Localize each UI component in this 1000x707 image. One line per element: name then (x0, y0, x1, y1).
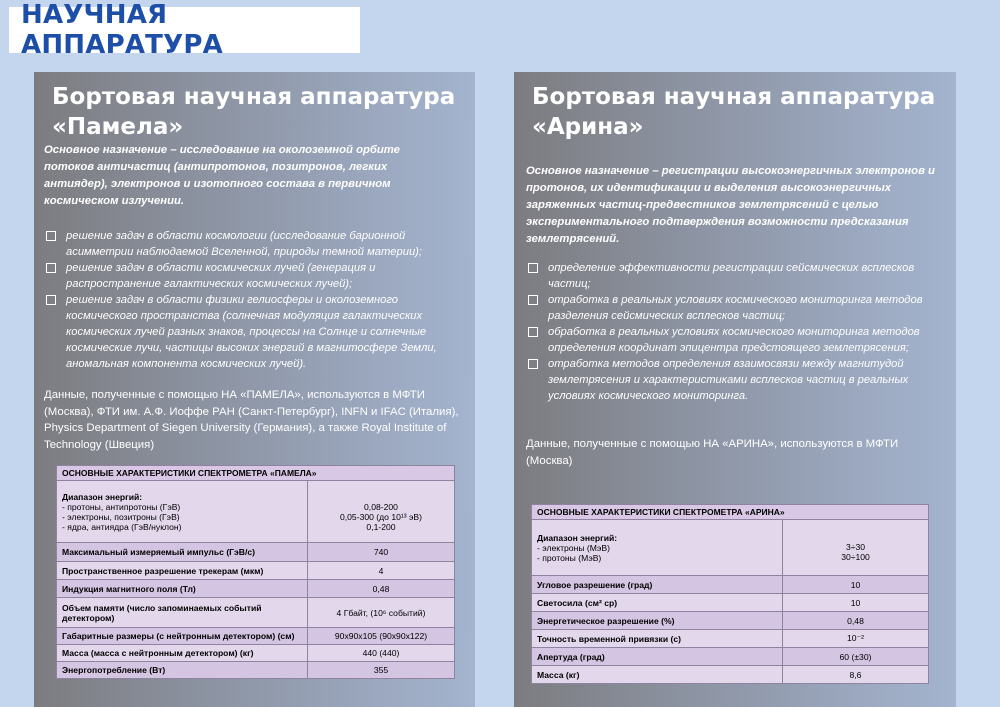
row-label: Точность временной привязки (с) (532, 630, 783, 648)
table-row (532, 612, 929, 630)
table-row (57, 580, 455, 598)
row-value: 355 (308, 662, 455, 679)
row-value: 60 (±30) (783, 648, 929, 666)
pamela-bullet: решение задач в области космических лучей (генерация и распространение галактических космических лучей); (44, 260, 462, 292)
row-label: Габаритные размеры (с нейтронным детектором) (см) (57, 628, 308, 645)
table-row (57, 628, 455, 645)
energy-item: - электроны (МэВ) (537, 542, 610, 553)
energy-item: - протоны, антипротоны (ГэВ) (62, 501, 181, 512)
row-label: Пространственное разрешение трекерам (мкм) (57, 562, 308, 580)
pamela-bullet: решение задач в области космологии (исследование барионной асимметрии наблюдаемой Вселенной, природы темной материи); (44, 228, 462, 260)
arina-title (532, 82, 935, 142)
table-row (57, 543, 455, 562)
energy-label: Диапазон энергий: (62, 491, 143, 502)
pamela-panel (34, 72, 475, 707)
page-title-box (9, 0, 360, 60)
table-row (57, 562, 455, 580)
energy-value: 3÷30 (845, 541, 866, 552)
table-header-row (57, 466, 455, 481)
arina-title-line1: Бортовая научная аппаратура (532, 84, 936, 110)
energy-value: 0,05-300 (до 10¹³ эВ) (339, 511, 422, 522)
row-label: Энергопотребление (Вт) (57, 662, 308, 679)
energy-value: 0,1-200 (366, 521, 396, 532)
row-value: 740 (308, 543, 455, 562)
row-label: Угловое разрешение (град) (532, 576, 783, 594)
table-row (532, 630, 929, 648)
arina-bullet: обработка в реальных условиях космического мониторинга методов определения координат эпицентра предстоящего землетрясения; (526, 324, 949, 356)
energy-label: Диапазон энергий: (537, 532, 618, 543)
arina-table-header: ОСНОВНЫЕ ХАРАКТЕРИСТИКИ СПЕКТРОМЕТРА «АРИНА» (532, 505, 929, 520)
arina-bullet: отработка в реальных условиях космического мониторинга методов разделения сейсмических всплесков частиц; (526, 292, 949, 324)
energy-item: - электроны, позитроны (ГэВ) (62, 511, 180, 522)
row-label: Светосила (см² ср) (532, 594, 783, 612)
table-row (532, 594, 929, 612)
arina-usage: Данные, полученные с помощью НА «АРИНА», используются в МФТИ (Москва) (526, 438, 899, 467)
row-label: Максимальный измеряемый импульс (ГэВ/с) (57, 543, 308, 562)
arina-title-line2: «Арина» (532, 114, 644, 140)
arina-panel (514, 72, 956, 707)
pamela-spec-table (56, 465, 455, 679)
row-label: Масса (масса с нейтронным детектором) (кг) (57, 645, 308, 662)
table-row (57, 598, 455, 628)
row-label: Масса (кг) (532, 666, 783, 684)
row-value: 440 (440) (308, 645, 455, 662)
row-label: Индукция магнитного поля (Тл) (57, 580, 308, 598)
arina-spec-table (531, 504, 929, 684)
arina-bullets (526, 260, 949, 404)
table-row (532, 648, 929, 666)
row-label: Объем памяти (число запоминаемых событий детектором) (57, 598, 308, 628)
energy-value: 30÷100 (841, 551, 870, 562)
row-value: 0,48 (783, 612, 929, 630)
energy-item: - ядра, антиядра (ГэВ/нуклон) (62, 521, 182, 532)
pamela-usage: Данные, полученные с помощью НА «ПАМЕЛА», используются в МФТИ (Москва), ФТИ им. А.Ф. Иоффе РАН (Санкт-Петербург), INFN и IFAC (Италия), Physics Department of Siegen University (Германия), а также Royal Institute of Technology (Швеция) (44, 389, 459, 451)
row-value: 0,48 (308, 580, 455, 598)
energy-item: - протоны (МэВ) (537, 552, 602, 563)
table-row (532, 576, 929, 594)
pamela-bullet: решение задач в области физики гелиосферы и околоземного космического пространства (солнечная модуляция галактических космических лучей разных знаков, процессы на Солнце и солнечные космические лучи, частицы высоких энергий в магнитосфере Земли, аномальная компонента космических лучей). (44, 292, 462, 372)
row-value: 10⁻² (783, 630, 929, 648)
arina-bullet: определение эффективности регистрации сейсмических всплесков частиц; (526, 260, 949, 292)
row-value: 4 (308, 562, 455, 580)
table-row (532, 520, 929, 576)
row-value: 10 (783, 594, 929, 612)
table-header-row (532, 505, 929, 520)
pamela-title-line1: Бортовая научная аппаратура (52, 84, 456, 110)
table-row (57, 481, 455, 543)
row-value: 10 (783, 576, 929, 594)
page-title: НАУЧНАЯ АППАРАТУРА (21, 0, 223, 60)
row-label: Энергетическое разрешение (%) (532, 612, 783, 630)
pamela-title (52, 82, 455, 142)
row-value: 90х90х105 (90х90х122) (308, 628, 455, 645)
row-value: 8,6 (783, 666, 929, 684)
pamela-purpose: Основное назначение – исследование на околоземной орбите потоков античастиц (антипротонов, позитронов, легких антиядер), электронов и изотопного состава в первичном космическом излучении. (44, 144, 400, 207)
arina-bullet: отработка методов определения взаимосвязи между магнитудой землетрясения и характеристиками всплесков частиц в реальных условиях космического мониторинга. (526, 356, 949, 404)
row-value: 4 Гбайт, (10⁶ событий) (308, 598, 455, 628)
table-row (57, 645, 455, 662)
pamela-bullets (44, 228, 462, 372)
arina-purpose: Основное назначение – регистрации высокоэнергичных электронов и протонов, их идентификации и выделения высокоэнергичных заряженных частиц-предвестников землетрясений с целью экспериментального подтверждения возможности предсказания землетрясений. (526, 165, 935, 245)
pamela-table-header: ОСНОВНЫЕ ХАРАКТЕРИСТИКИ СПЕКТРОМЕТРА «ПАМЕЛА» (57, 466, 455, 481)
row-label: Апертуда (град) (532, 648, 783, 666)
pamela-title-line2: «Памела» (52, 114, 184, 140)
table-row (57, 662, 455, 679)
table-row (532, 666, 929, 684)
energy-value: 0,08-200 (364, 501, 398, 512)
